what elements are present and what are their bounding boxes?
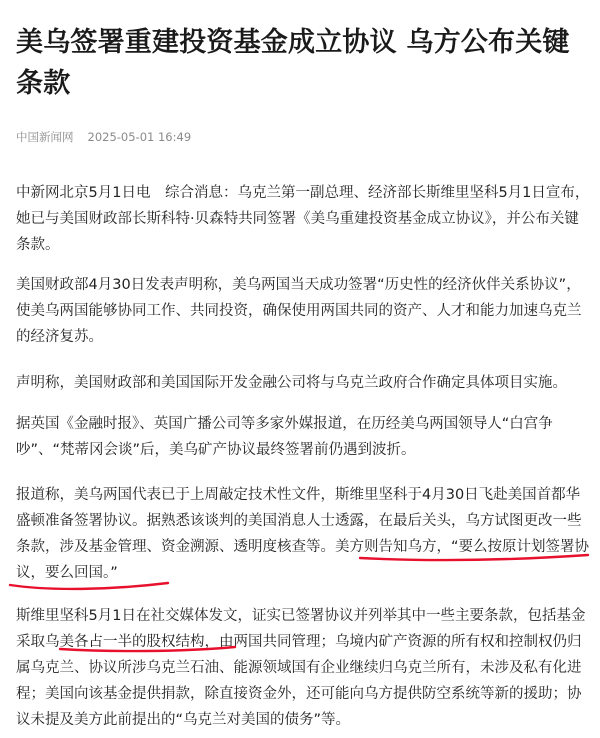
paragraph-5: 报道称，美乌两国代表已于上周敲定技术性文件，斯维里坚科于4月30日飞赴美国首都华盛顿准备签署协议。据熟悉该谈判的美国消息人士透露，在最后关头，乌方试图更改一些条款，涉及基金管理、资金溯源、透明度核查等。美方则告知乌方，“要么按原计划签署协议，要么回国。” (16, 487, 590, 581)
paragraph-2: 美国财政部4月30日发表声明称，美乌两国当天成功签署“历史性的经济伙伴关系协议”，使美乌两国能够协同工作、共同投资，确保使用两国共同的资产、人才和能力加速乌克兰的经济复苏。 (16, 277, 582, 345)
paragraph-3: 声明称，美国财政部和美国国际开发金融公司将与乌克兰政府合作确定具体项目实施。 (16, 375, 567, 391)
paragraph-6: 斯维里坚科5月1日在社交媒体发文，证实已签署协议并列举其中一些主要条款，包括基金采取乌美各占一半的股权结构，由两国共同管理；乌境内矿产资源的所有权和控制权仍归属乌克兰、协议所涉乌克兰石油、能源领域国有企业继续归乌克兰所有，未涉及私有化进程；美国向该基金提供捐款，除直接资金外，还可能向乌方提供防空系统等新的援助；协议未提及美方此前提出的“乌克兰对美国的债务”等。 (16, 608, 586, 728)
source-label: 中国新闻网 (16, 130, 74, 144)
publish-date: 2025-05-01 16:49 (87, 130, 192, 144)
article-title: 美乌签署重建投资基金成立协议 乌方公布关键条款 (16, 27, 570, 99)
paragraph-1: 中新网北京5月1日电 综合消息：乌克兰第一副总理、经济部长斯维里坚科5月1日宣布，她已与美国财政部长斯科特·贝森特共同签署《美乌重建投资基金成立协议》，并公布关键条款。 (16, 185, 590, 253)
paragraph-4: 据英国《金融时报》、英国广播公司等多家外媒报道，在历经美乌两国领导人“白宫争吵”、“梵蒂冈会谈”后，美乌矿产协议最终签署前仍遇到波折。 (16, 416, 553, 458)
article-meta (16, 128, 191, 146)
